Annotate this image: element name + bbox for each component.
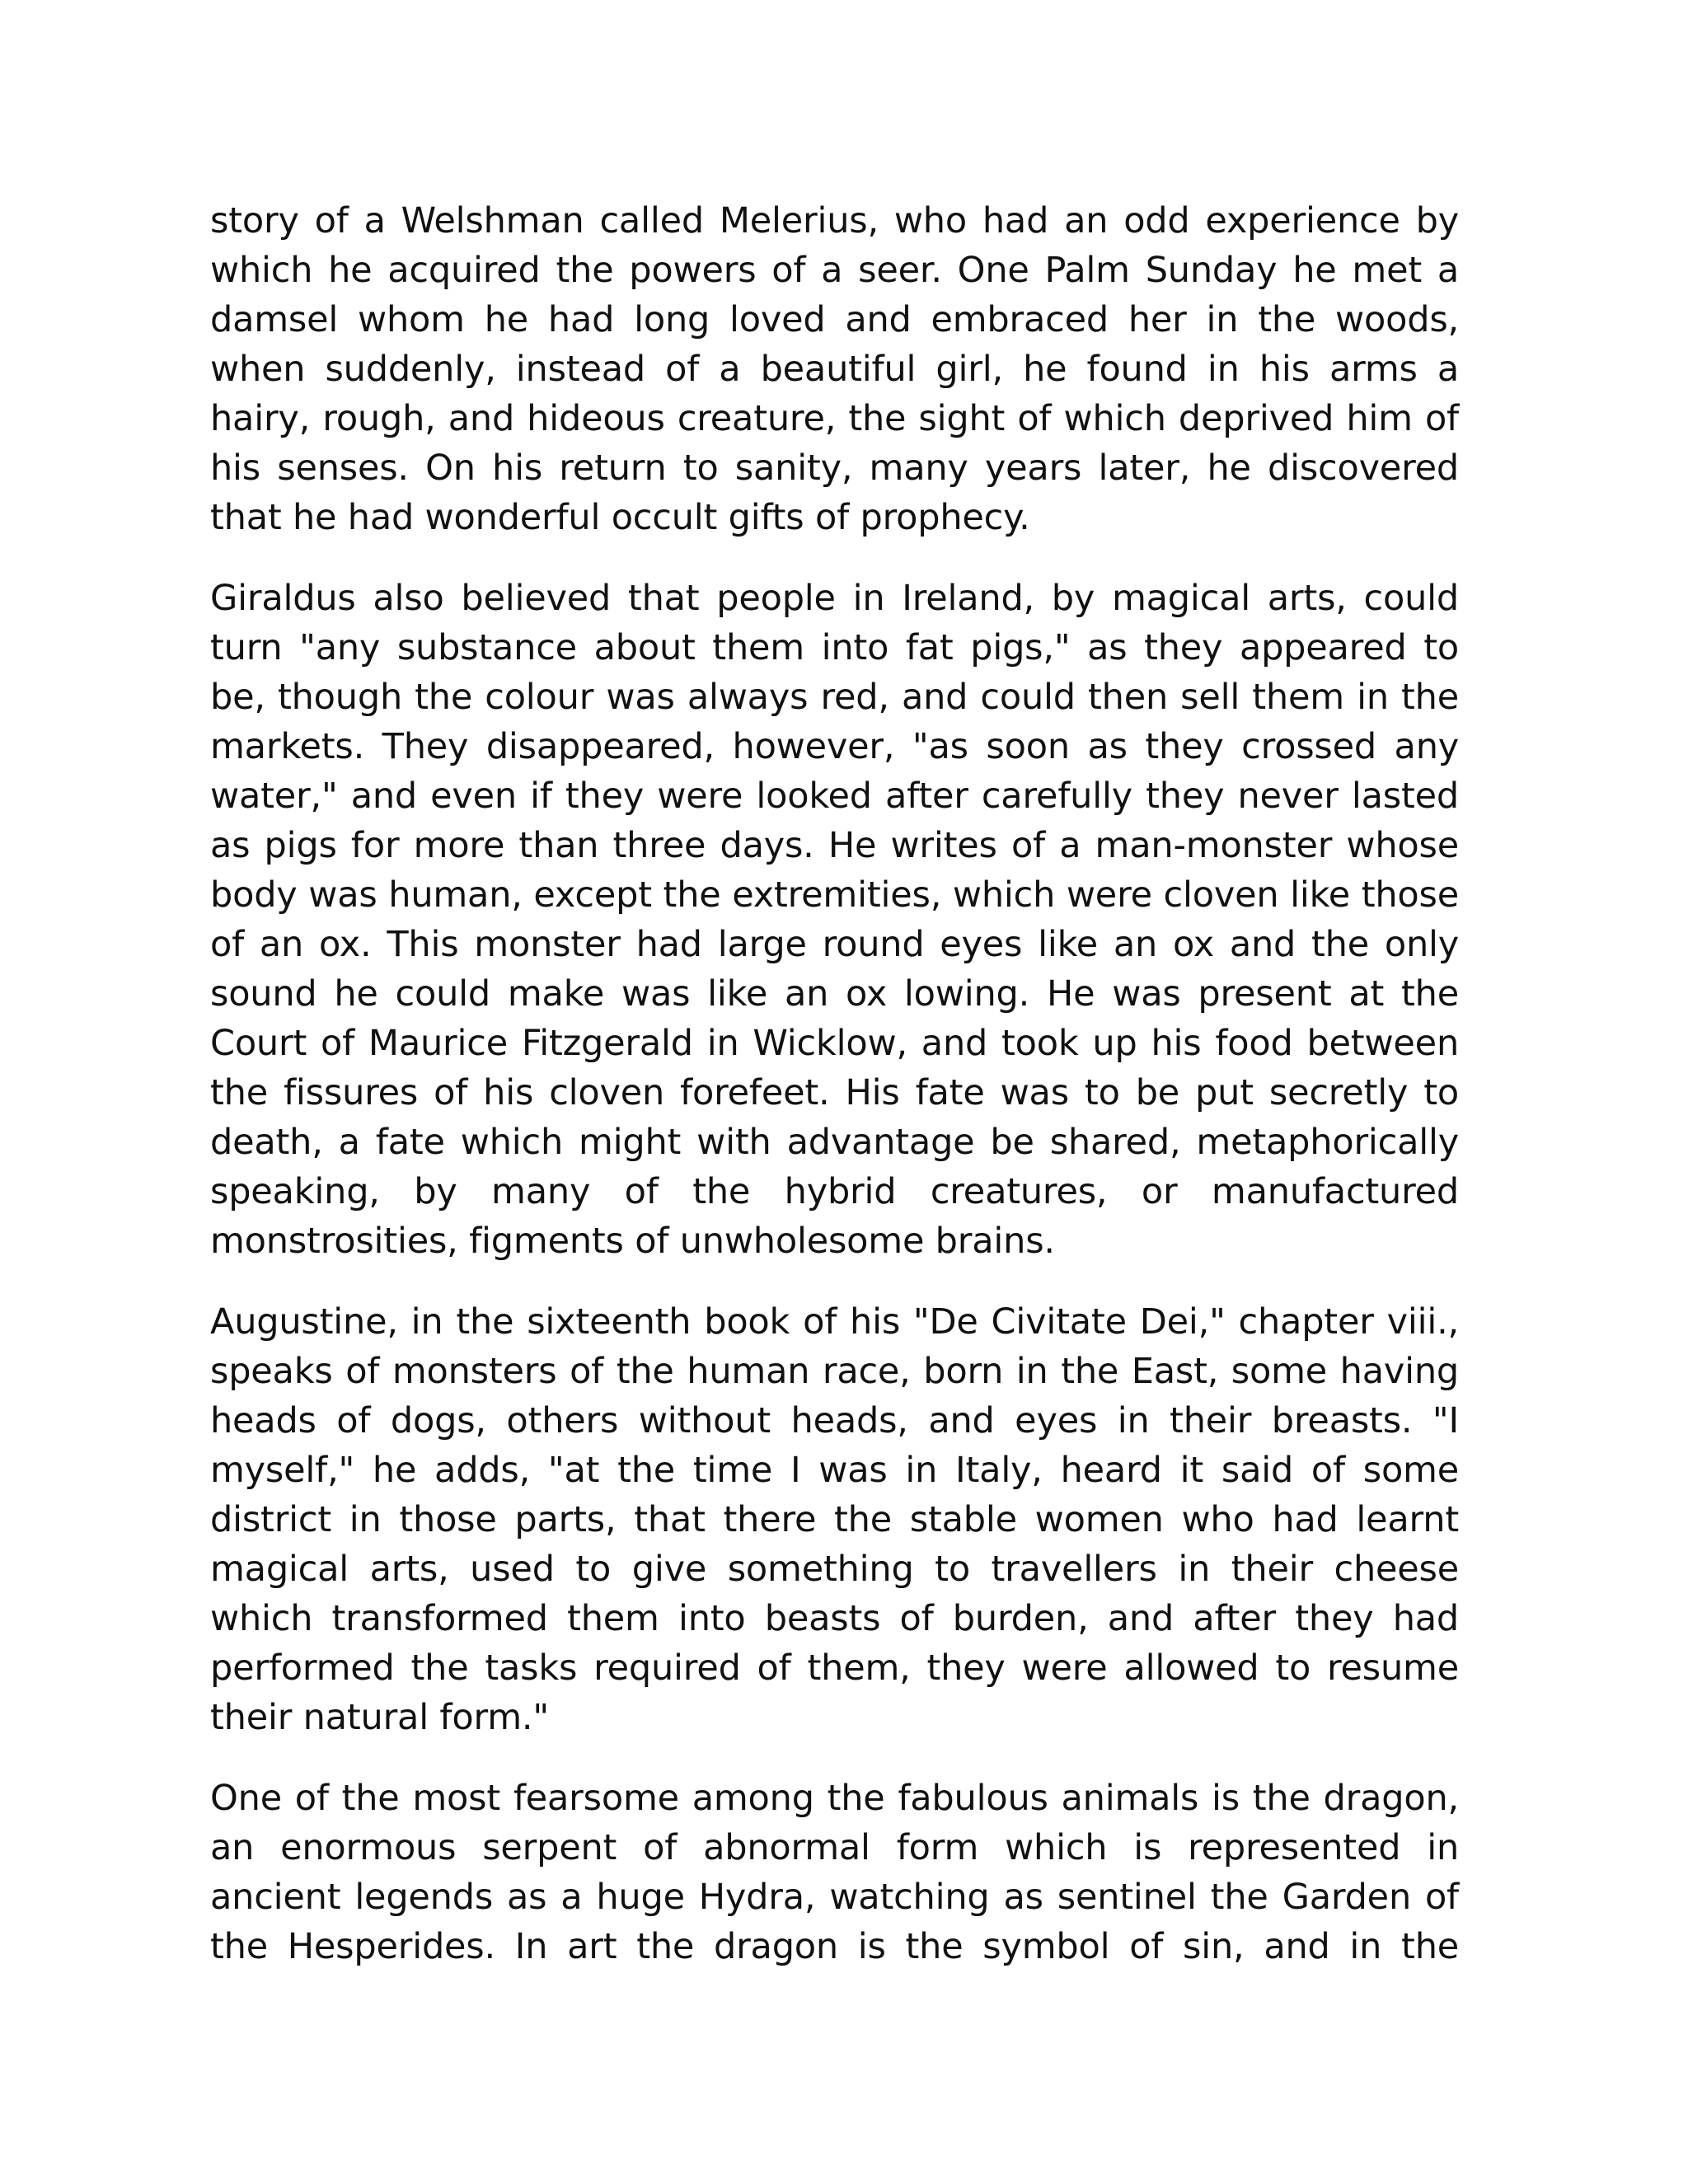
paragraph-giraldus: Giraldus also believed that people in Ireland, by magical arts, could turn "any substance about them into fat pigs," as they appeared to be, though the colour was always red, and could then sell them in the markets. They disappeared, however, "as soon as they crossed any water," and even if they were looked after carefully they never lasted as pigs for more than three days. He writes of a man-monster whose body was human, except the extremities, which were cloven like those of an ox. This monster had large round eyes like an ox and the only sound he could make was like an ox lowing. He was present at the Court of Maurice Fitzgerald in Wicklow, and took up his food between the fissures of his cloven forefeet. His fate was to be put secretly to death, a fate which might with advantage be shared, metaphorically speaking, by many of the hybrid creatures, or manufactured monstrosities, figments of unwholesome brains. [210, 578, 1459, 1262]
page-body [210, 196, 1459, 1971]
paragraph-melerius: story of a Welshman called Melerius, who had an odd experience by which he acquired the powers of a seer. One Palm Sunday he met a damsel whom he had long loved and embraced her in the woods, when suddenly, instead of a beautiful girl, he found in his arms a hairy, rough, and hideous creature, the sight of which deprived him of his senses. On his return to sanity, many years later, he discovered that he had wonderful occult gifts of prophecy. [210, 200, 1459, 538]
paragraph-dragon: One of the most fearsome among the fabulous animals is the dragon, an enormous serpent of abnormal form which is represented in ancient legends as a huge Hydra, watching as sentinel the Garden of the Hesperides. In art the dragon is the symbol of sin, and in the [210, 1778, 1459, 1967]
paragraph-augustine: Augustine, in the sixteenth book of his "De Civitate Dei," chapter viii., speaks of monsters of the human race, born in the East, some having heads of dogs, others without heads, and eyes in their breasts. "I myself," he adds, "at the time I was in Italy, heard it said of some district in those parts, that there the stable women who had learnt magical arts, used to give something to travellers in their cheese which transformed them into beasts of burden, and after they had performed the tasks required of them, they were allowed to resume their natural form." [210, 1301, 1459, 1738]
